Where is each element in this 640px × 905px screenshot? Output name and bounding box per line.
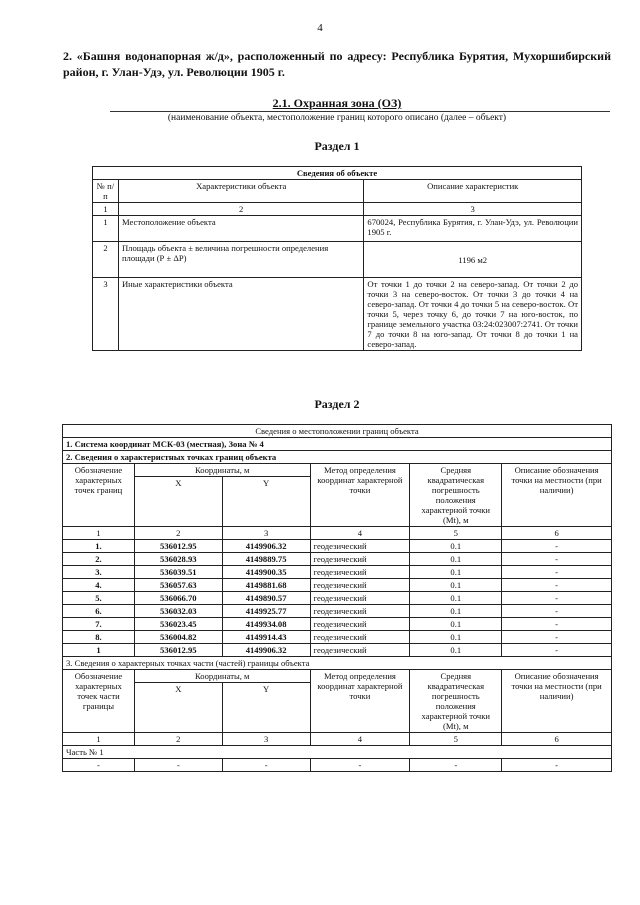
table-row: [93, 242, 582, 278]
table-row: [63, 579, 612, 592]
error: 0.1: [410, 592, 502, 605]
characteristic-name: Иные характеристики объекта: [118, 278, 363, 351]
coord-x: 536039.51: [134, 566, 222, 579]
table-row: [93, 278, 582, 351]
empty-cell: -: [63, 759, 135, 772]
col-number: 4: [310, 527, 410, 540]
coord-x: 536004.82: [134, 631, 222, 644]
row-number: 1: [93, 216, 119, 242]
col-header-coords: Координаты, м: [134, 464, 310, 477]
method: геодезический: [310, 644, 410, 657]
points-section-title: 2. Сведения о характеристных точках границ объекта: [63, 451, 612, 464]
col-header-error: Средняя квадратическая погрешность положения характерной точки (Mt), м: [410, 670, 502, 733]
error: 0.1: [410, 644, 502, 657]
col-header: Характеристики объекта: [118, 180, 363, 203]
table-row: [93, 216, 582, 242]
method: геодезический: [310, 540, 410, 553]
description: -: [502, 618, 612, 631]
empty-cell: -: [410, 759, 502, 772]
point-id: 7.: [63, 618, 135, 631]
table-row: [63, 644, 612, 657]
row-number: 3: [93, 278, 119, 351]
parts-section-title: 3. Сведения о характерных точках части (частей) границы объекта: [63, 657, 612, 670]
description: -: [502, 553, 612, 566]
col-header-designation: Обозначение характерных точек части границы: [63, 670, 135, 733]
col-number: 6: [502, 733, 612, 746]
coord-y: 4149889.75: [222, 553, 310, 566]
description: -: [502, 579, 612, 592]
col-number: 5: [410, 733, 502, 746]
point-id: 2.: [63, 553, 135, 566]
col-header-y: Y: [222, 683, 310, 733]
boundary-table: [62, 424, 612, 772]
error: 0.1: [410, 566, 502, 579]
object-heading: 2. «Башня водонапорная ж/д», расположенный по адресу: Республика Бурятия, Мухоршибирский район, г. Улан-Удэ, ул. Революции 1905 г.: [63, 49, 611, 79]
col-header-description: Описание обозначения точки на местности (при наличии): [502, 670, 612, 733]
coord-x: 536066.70: [134, 592, 222, 605]
characteristic-name: Площадь объекта ± величина погрешности определения площади (Р ± ΔР): [118, 242, 363, 278]
col-header-coords: Координаты, м: [134, 670, 310, 683]
error: 0.1: [410, 605, 502, 618]
characteristic-desc: 1196 м2: [364, 242, 582, 278]
characteristic-desc: От точки 1 до точки 2 на северо-запад. От точки 2 до точки 3 на северо-восток. От точки 3 до точки 4 на северо-запад. От точки 4 до точки 5 на северо-восток. От точки 5, через точку 6, до точки 7 на юго-восток, по границе земельного участка 03:24:023007:2741. От точки 7 до точки 8 на юго-запад. От точки 8 до точки 1 на северо-запад.: [364, 278, 582, 351]
table-row: [63, 618, 612, 631]
error: 0.1: [410, 540, 502, 553]
point-id: 5.: [63, 592, 135, 605]
point-id: 8.: [63, 631, 135, 644]
table-row: [63, 605, 612, 618]
coord-x: 536012.95: [134, 540, 222, 553]
coord-y: 4149934.08: [222, 618, 310, 631]
col-number: 1: [63, 527, 135, 540]
zone-underline: [110, 111, 610, 112]
col-header-description: Описание обозначения точки на местности (при наличии): [502, 464, 612, 527]
method: геодезический: [310, 618, 410, 631]
col-number: 2: [134, 527, 222, 540]
col-header-y: Y: [222, 477, 310, 527]
col-number: 3: [222, 733, 310, 746]
points-body: [63, 540, 612, 657]
point-id: 6.: [63, 605, 135, 618]
coord-x: 536032.03: [134, 605, 222, 618]
coord-y: 4149925.77: [222, 605, 310, 618]
table-title: Сведения о местоположении границ объекта: [63, 425, 612, 438]
error: 0.1: [410, 579, 502, 592]
table-row: [63, 553, 612, 566]
col-header-error: Средняя квадратическая погрешность положения характерной точки (Mt), м: [410, 464, 502, 527]
description: -: [502, 605, 612, 618]
point-id: 1: [63, 644, 135, 657]
col-header-method: Метод определения координат характерной точки: [310, 464, 410, 527]
table-row: [63, 566, 612, 579]
col-number: 2: [134, 733, 222, 746]
col-number: 3: [364, 203, 582, 216]
table-title: Сведения об объекте: [93, 167, 582, 180]
col-number: 2: [118, 203, 363, 216]
coord-y: 4149906.32: [222, 540, 310, 553]
col-number: 6: [502, 527, 612, 540]
col-header-x: X: [134, 683, 222, 733]
col-number: 3: [222, 527, 310, 540]
coord-x: 536023.45: [134, 618, 222, 631]
col-number: 4: [310, 733, 410, 746]
description: -: [502, 540, 612, 553]
method: геодезический: [310, 592, 410, 605]
section2-title: Раздел 2: [314, 397, 360, 411]
zone-subtitle: (наименование объекта, местоположение границ которого описано (далее – объект): [167, 113, 507, 123]
empty-cell: -: [310, 759, 410, 772]
part-label: Часть № 1: [63, 746, 612, 759]
col-header: Описание характеристик: [364, 180, 582, 203]
page-number: 4: [317, 22, 323, 34]
coord-x: 536057.63: [134, 579, 222, 592]
method: геодезический: [310, 579, 410, 592]
description: -: [502, 566, 612, 579]
coord-x: 536028.93: [134, 553, 222, 566]
description: -: [502, 592, 612, 605]
coord-y: 4149881.68: [222, 579, 310, 592]
description: -: [502, 644, 612, 657]
method: геодезический: [310, 605, 410, 618]
table-row: [63, 631, 612, 644]
object-info-table: [92, 166, 582, 351]
point-id: 1.: [63, 540, 135, 553]
col-header-x: X: [134, 477, 222, 527]
row-number: 2: [93, 242, 119, 278]
table-row: [63, 540, 612, 553]
description: -: [502, 631, 612, 644]
point-id: 4.: [63, 579, 135, 592]
empty-cell: -: [222, 759, 310, 772]
col-header: № п/п: [93, 180, 119, 203]
coord-y: 4149906.32: [222, 644, 310, 657]
empty-cell: -: [134, 759, 222, 772]
characteristic-name: Местоположение объекта: [118, 216, 363, 242]
col-number: 5: [410, 527, 502, 540]
zone-title: 2.1. Охранная зона (ОЗ): [272, 96, 402, 110]
method: геодезический: [310, 566, 410, 579]
coord-x: 536012.95: [134, 644, 222, 657]
method: геодезический: [310, 631, 410, 644]
empty-cell: -: [502, 759, 612, 772]
section1-title: Раздел 1: [314, 139, 360, 153]
method: геодезический: [310, 553, 410, 566]
col-header-designation: Обозначение характерных точек границ: [63, 464, 135, 527]
error: 0.1: [410, 618, 502, 631]
col-number: 1: [63, 733, 135, 746]
col-header-method: Метод определения координат характерной точки: [310, 670, 410, 733]
characteristic-desc: 670024, Республика Бурятия, г. Улан-Удэ, ул. Революции 1905 г.: [364, 216, 582, 242]
error: 0.1: [410, 631, 502, 644]
coord-y: 4149900.35: [222, 566, 310, 579]
point-id: 3.: [63, 566, 135, 579]
coordinate-system: 1. Система координат МСК-03 (местная), Зона № 4: [63, 438, 612, 451]
coord-y: 4149890.57: [222, 592, 310, 605]
table-row: [63, 592, 612, 605]
coord-y: 4149914.43: [222, 631, 310, 644]
error: 0.1: [410, 553, 502, 566]
col-number: 1: [93, 203, 119, 216]
